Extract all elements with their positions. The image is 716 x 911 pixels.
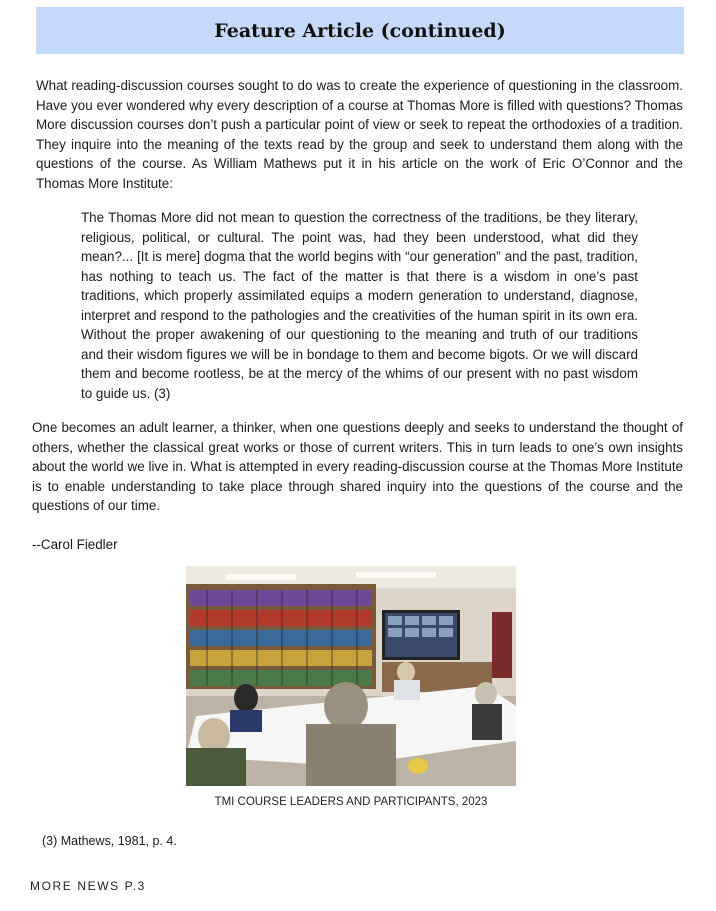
classroom-photo [186, 566, 516, 786]
author-signature: --Carol Fiedler [32, 537, 118, 552]
article-banner [36, 7, 684, 54]
footnote: (3) Mathews, 1981, p. 4. [42, 834, 177, 848]
article-paragraph-1: What reading-discussion courses sought to do was to create the experience of questioning in the classroom. Have you ever wondered why every description of a course at Thomas More is filled with questions? Thomas More discussion courses don’t push a particular point of view or seek to repeat the orthodoxies of a tradition. They inquire into the meaning of the texts read by the group and seek to understand them along with the questions of the course. As William Mathews put it in his article on the work of Eric O’Connor and the Thomas More Institute: [36, 78, 683, 191]
photo-caption: TMI COURSE LEADERS AND PARTICIPANTS, 2023 [214, 796, 488, 808]
block-quote: The Thomas More did not mean to question the correctness of the traditions, be they literary, religious, political, or cultural. The point was, had they been understood, what did they mean?... [It is mere] dogma that the world begins with “our generation” and the past, tradition, has nothing to teach us. The fact of the matter is that there is a wisdom in one’s past traditions, which properly assimilated equips a modern generation to understand, diagnose, interpret and respond to the pathologies and the creativities of the human spirit in its own era. Without the proper awakening of our questioning to the meaning and truth of our traditions and their wisdom figures we will be in bondage to them and become bigots. Or we will discard them and become rootless, be at the mercy of the whims of our present with no past wisdom to guide us. (3) [81, 210, 638, 401]
article-title: Feature Article (continued) [214, 19, 506, 42]
article-paragraph-2: One becomes an adult learner, a thinker, when one questions deeply and seeks to understand the thought of others, whether the classical great works or those of current writers. This in turn leads to one’s own insights about the world we live in. What is attempted in every reading-discussion course at the Thomas More Institute is to enable understanding to take place through shared inquiry into the questions of the course and the questions of our time. [32, 420, 683, 513]
page-number: MORE NEWS P.3 [30, 879, 146, 893]
